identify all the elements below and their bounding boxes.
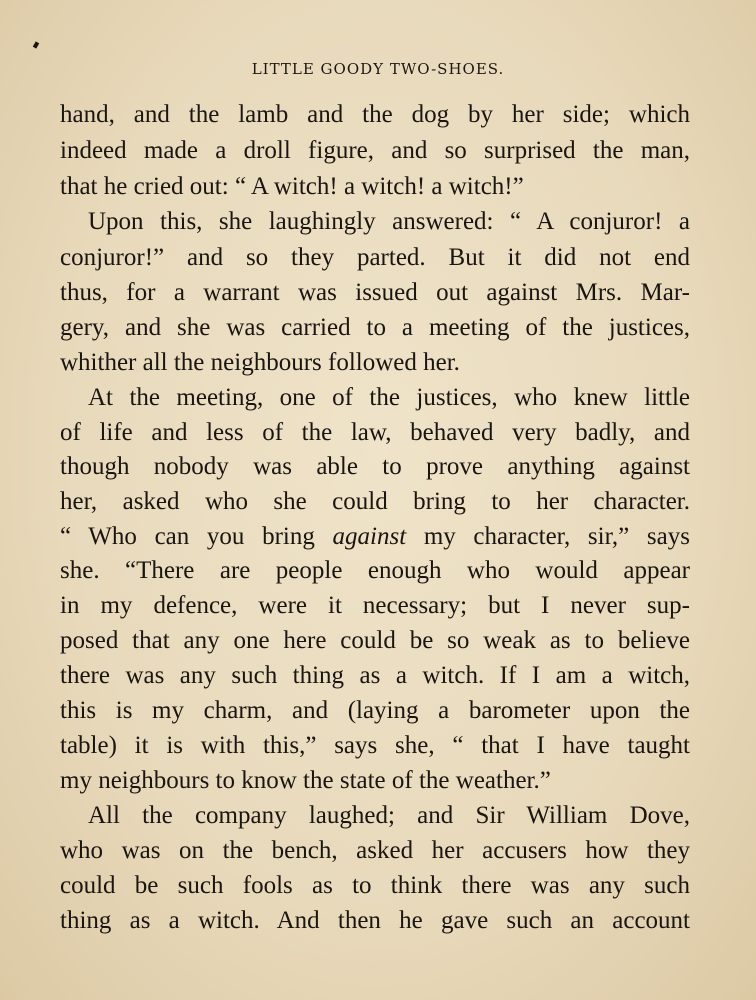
text-line: in my defence, were it necessary; but I never sup- xyxy=(60,592,690,619)
text-run: “ Who can you bring xyxy=(60,523,333,550)
text-line: gery, and she was carried to a meeting of the justices, xyxy=(60,314,690,341)
text-line: there was any such thing as a witch. If I am a witch, xyxy=(60,662,690,689)
text-line: her, asked who she could bring to her character. xyxy=(60,488,690,515)
text-line: table) it is with this,” says she, “ that I have taught xyxy=(60,732,690,759)
text-line: could be such fools as to think there was any such xyxy=(60,872,690,899)
text-line: At the meeting, one of the justices, who knew little xyxy=(88,384,690,411)
text-line: though nobody was able to prove anything against xyxy=(60,453,690,480)
text-line: thing as a witch. And then he gave such an account xyxy=(60,907,690,934)
text-line: whither all the neighbours followed her. xyxy=(60,349,460,376)
ink-speck xyxy=(33,41,39,48)
text-line: of life and less of the law, behaved very badly, and xyxy=(60,419,690,446)
italic-word: against xyxy=(332,523,407,550)
text-line: thus, for a warrant was issued out against Mrs. Mar- xyxy=(60,279,690,306)
text-line: posed that any one here could be so weak as to believe xyxy=(60,627,690,654)
text-line: that he cried out: “ A witch! a witch! a witch!” xyxy=(60,173,524,200)
text-line: this is my charm, and (laying a barometer upon the xyxy=(60,697,690,724)
text-line: hand, and the lamb and the dog by her side; which xyxy=(60,101,690,128)
text-line: she. “There are people enough who would appear xyxy=(60,557,690,584)
text-line: who was on the bench, asked her accusers how they xyxy=(60,837,690,864)
text-line: Upon this, she laughingly answered: “ A conjuror! a xyxy=(88,208,690,235)
text-line: my neighbours to know the state of the weather.” xyxy=(60,767,551,794)
text-run: my character, sir,” says xyxy=(406,523,690,550)
text-line: conjuror!” and so they parted. But it did not end xyxy=(60,244,690,271)
text-line: indeed made a droll figure, and so surprised the man, xyxy=(60,137,690,164)
text-line: All the company laughed; and Sir William Dove, xyxy=(88,802,690,829)
text-line xyxy=(60,522,690,552)
running-title: LITTLE GOODY TWO-SHOES. xyxy=(251,60,505,78)
